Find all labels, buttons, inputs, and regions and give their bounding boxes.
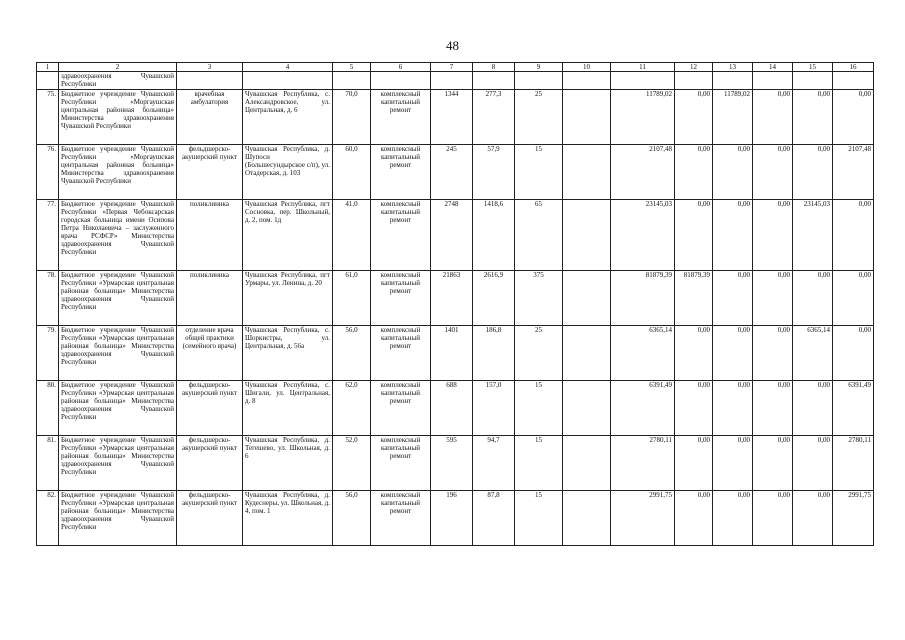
row-number: 78. bbox=[37, 271, 59, 326]
col-11: 81879,39 bbox=[611, 271, 675, 326]
work-type: комплексный капитальный ремонт bbox=[371, 271, 431, 326]
row-number: 76. bbox=[37, 145, 59, 200]
work-type: комплексный капитальный ремонт bbox=[371, 145, 431, 200]
row-number: 79. bbox=[37, 326, 59, 381]
col-14: 0,00 bbox=[753, 436, 793, 491]
col-10 bbox=[563, 326, 611, 381]
continuation-row bbox=[37, 72, 874, 90]
area: 52,0 bbox=[333, 436, 371, 491]
col-8: 2616,9 bbox=[473, 271, 515, 326]
col-12: 0,00 bbox=[675, 90, 713, 145]
column-number: 7 bbox=[431, 63, 473, 72]
column-number: 10 bbox=[563, 63, 611, 72]
area: 60,0 bbox=[333, 145, 371, 200]
col-15: 0,00 bbox=[793, 90, 833, 145]
column-number: 9 bbox=[515, 63, 563, 72]
col-13: 0,00 bbox=[713, 271, 753, 326]
col-7: 688 bbox=[431, 381, 473, 436]
col-16: 0,00 bbox=[833, 90, 874, 145]
col-15: 6365,14 bbox=[793, 326, 833, 381]
area: 56,0 bbox=[333, 326, 371, 381]
row-number: 81. bbox=[37, 436, 59, 491]
column-number: 6 bbox=[371, 63, 431, 72]
organization: Бюджетное учреждение Чувашской Республики «Моргаушская центральная районная больница» Министерства здравоохранения Чувашской Республики bbox=[59, 90, 177, 145]
col-11: 2780,11 bbox=[611, 436, 675, 491]
column-number: 3 bbox=[177, 63, 243, 72]
col-12: 0,00 bbox=[675, 436, 713, 491]
table-row bbox=[37, 200, 874, 271]
facility-type: врачебная амбулатория bbox=[177, 90, 243, 145]
col-8: 87,8 bbox=[473, 491, 515, 546]
col-13: 11789,02 bbox=[713, 90, 753, 145]
address: Чувашская Республика, с. Шигали, ул. Центральная, д. 8 bbox=[243, 381, 333, 436]
column-number: 11 bbox=[611, 63, 675, 72]
facility-type: фельдшерско-акушерский пункт bbox=[177, 145, 243, 200]
work-type: комплексный капитальный ремонт bbox=[371, 90, 431, 145]
address: Чувашская Республика, пгт Сосновка, пер. Школьный, д. 2, пом. 1д bbox=[243, 200, 333, 271]
facility-type: фельдшерско-акушерский пункт bbox=[177, 436, 243, 491]
work-type: комплексный капитальный ремонт bbox=[371, 491, 431, 546]
column-number: 4 bbox=[243, 63, 333, 72]
address: Чувашская Республика, с. Шоркистры, ул. Центральная, д. 56а bbox=[243, 326, 333, 381]
area: 62,0 bbox=[333, 381, 371, 436]
column-number: 1 bbox=[37, 63, 59, 72]
organization: Бюджетное учреждение Чувашской Республики «Урмарская центральная районная больница» Министерства здравоохранения Чувашской Республики bbox=[59, 436, 177, 491]
col-8: 277,3 bbox=[473, 90, 515, 145]
address: Чувашская Республика, д. Тегешево, ул. Школьная, д. 6 bbox=[243, 436, 333, 491]
col-9: 375 bbox=[515, 271, 563, 326]
area: 41,0 bbox=[333, 200, 371, 271]
col-8: 57,9 bbox=[473, 145, 515, 200]
col-16: 2780,11 bbox=[833, 436, 874, 491]
col-7: 196 bbox=[431, 491, 473, 546]
col-14: 0,00 bbox=[753, 200, 793, 271]
facility-type: фельдшерско-акушерский пункт bbox=[177, 381, 243, 436]
col-15: 23145,03 bbox=[793, 200, 833, 271]
column-number-row bbox=[37, 63, 874, 72]
row-number: 80. bbox=[37, 381, 59, 436]
col-11: 11789,02 bbox=[611, 90, 675, 145]
col-12: 0,00 bbox=[675, 145, 713, 200]
col-13: 0,00 bbox=[713, 436, 753, 491]
col-9: 15 bbox=[515, 436, 563, 491]
work-type: комплексный капитальный ремонт bbox=[371, 200, 431, 271]
col-10 bbox=[563, 491, 611, 546]
column-number: 8 bbox=[473, 63, 515, 72]
facility-type: фельдшерско-акушерский пункт bbox=[177, 491, 243, 546]
col-12: 0,00 bbox=[675, 326, 713, 381]
table-row bbox=[37, 145, 874, 200]
col-7: 1344 bbox=[431, 90, 473, 145]
column-number: 16 bbox=[833, 63, 874, 72]
col-11: 2991,75 bbox=[611, 491, 675, 546]
table-row bbox=[37, 326, 874, 381]
col-10 bbox=[563, 200, 611, 271]
col-7: 595 bbox=[431, 436, 473, 491]
organization: Бюджетное учреждение Чувашской Республики «Урмарская центральная районная больница» Министерства здравоохранения Чувашской Республики bbox=[59, 381, 177, 436]
row-number: 82. bbox=[37, 491, 59, 546]
col-8: 157,0 bbox=[473, 381, 515, 436]
col-12: 0,00 bbox=[675, 491, 713, 546]
table-row bbox=[37, 436, 874, 491]
col-16: 2107,48 bbox=[833, 145, 874, 200]
col-11: 6391,49 bbox=[611, 381, 675, 436]
col-8: 1418,6 bbox=[473, 200, 515, 271]
column-number: 2 bbox=[59, 63, 177, 72]
col-15: 0,00 bbox=[793, 381, 833, 436]
facility-type: поликлиника bbox=[177, 200, 243, 271]
col-11: 6365,14 bbox=[611, 326, 675, 381]
col-16: 0,00 bbox=[833, 200, 874, 271]
address: Чувашская Республика, д. Кудеснеры, ул. Школьная, д. 4, пом. 1 bbox=[243, 491, 333, 546]
work-type: комплексный капитальный ремонт bbox=[371, 436, 431, 491]
col-15: 0,00 bbox=[793, 271, 833, 326]
address: Чувашская Республика, пгт Урмары, ул. Ленина, д. 20 bbox=[243, 271, 333, 326]
col-13: 0,00 bbox=[713, 145, 753, 200]
organization: Бюджетное учреждение Чувашской Республики «Урмарская центральная районная больница» Министерства здравоохранения Чувашской Республики bbox=[59, 271, 177, 326]
col-13: 0,00 bbox=[713, 381, 753, 436]
col-15: 0,00 bbox=[793, 491, 833, 546]
col-10 bbox=[563, 145, 611, 200]
table-row bbox=[37, 90, 874, 145]
col-12: 0,00 bbox=[675, 381, 713, 436]
repair-table bbox=[36, 62, 874, 546]
col-9: 25 bbox=[515, 326, 563, 381]
continuation-text: здравоохранения Чувашской Республики bbox=[59, 72, 177, 90]
column-number: 13 bbox=[713, 63, 753, 72]
page-number: 48 bbox=[446, 38, 459, 53]
col-12: 81879,39 bbox=[675, 271, 713, 326]
col-14: 0,00 bbox=[753, 145, 793, 200]
col-10 bbox=[563, 90, 611, 145]
area: 70,0 bbox=[333, 90, 371, 145]
organization: Бюджетное учреждение Чувашской Республики «Первая Чебоксарская городская больница имени Осипова Петра Николаевича – заслуженного врача РСФСР» Министерства здравоохранения Чувашской Республики bbox=[59, 200, 177, 271]
col-12: 0,00 bbox=[675, 200, 713, 271]
col-11: 2107,48 bbox=[611, 145, 675, 200]
col-14: 0,00 bbox=[753, 491, 793, 546]
column-number: 14 bbox=[753, 63, 793, 72]
col-14: 0,00 bbox=[753, 326, 793, 381]
col-16: 6391,49 bbox=[833, 381, 874, 436]
table-row bbox=[37, 381, 874, 436]
column-number: 5 bbox=[333, 63, 371, 72]
col-14: 0,00 bbox=[753, 271, 793, 326]
col-16: 0,00 bbox=[833, 271, 874, 326]
row-number: 77. bbox=[37, 200, 59, 271]
facility-type: поликлиника bbox=[177, 271, 243, 326]
col-14: 0,00 bbox=[753, 90, 793, 145]
col-7: 2748 bbox=[431, 200, 473, 271]
organization: Бюджетное учреждение Чувашской Республики «Моргаушская центральная районная больница» Министерства здравоохранения Чувашской Республики bbox=[59, 145, 177, 200]
table-row bbox=[37, 271, 874, 326]
col-9: 15 bbox=[515, 145, 563, 200]
area: 56,0 bbox=[333, 491, 371, 546]
organization: Бюджетное учреждение Чувашской Республики «Урмарская центральная районная больница» Министерства здравоохранения Чувашской Республики bbox=[59, 326, 177, 381]
work-type: комплексный капитальный ремонт bbox=[371, 381, 431, 436]
column-number: 15 bbox=[793, 63, 833, 72]
col-14: 0,00 bbox=[753, 381, 793, 436]
col-9: 15 bbox=[515, 381, 563, 436]
col-9: 65 bbox=[515, 200, 563, 271]
col-10 bbox=[563, 381, 611, 436]
col-8: 186,8 bbox=[473, 326, 515, 381]
col-9: 15 bbox=[515, 491, 563, 546]
col-9: 25 bbox=[515, 90, 563, 145]
work-type: комплексный капитальный ремонт bbox=[371, 326, 431, 381]
table-row bbox=[37, 491, 874, 546]
col-7: 21863 bbox=[431, 271, 473, 326]
address: Чувашская Республика, д. Шупоси (Большесундырское с/п), ул. Отадерская, д. 103 bbox=[243, 145, 333, 200]
col-13: 0,00 bbox=[713, 491, 753, 546]
col-11: 23145,03 bbox=[611, 200, 675, 271]
organization: Бюджетное учреждение Чувашской Республики «Урмарская центральная районная больница» Министерства здравоохранения Чувашской Республики bbox=[59, 491, 177, 546]
area: 61,0 bbox=[333, 271, 371, 326]
col-13: 0,00 bbox=[713, 200, 753, 271]
col-10 bbox=[563, 271, 611, 326]
facility-type: отделение врача общей практики (семейного врача) bbox=[177, 326, 243, 381]
col-15: 0,00 bbox=[793, 145, 833, 200]
row-number: 75. bbox=[37, 90, 59, 145]
col-7: 1401 bbox=[431, 326, 473, 381]
col-16: 0,00 bbox=[833, 326, 874, 381]
col-8: 94,7 bbox=[473, 436, 515, 491]
col-16: 2991,75 bbox=[833, 491, 874, 546]
address: Чувашская Республика, с. Александровское, ул. Центральная, д. 6 bbox=[243, 90, 333, 145]
col-10 bbox=[563, 436, 611, 491]
col-7: 245 bbox=[431, 145, 473, 200]
col-13: 0,00 bbox=[713, 326, 753, 381]
col-15: 0,00 bbox=[793, 436, 833, 491]
column-number: 12 bbox=[675, 63, 713, 72]
